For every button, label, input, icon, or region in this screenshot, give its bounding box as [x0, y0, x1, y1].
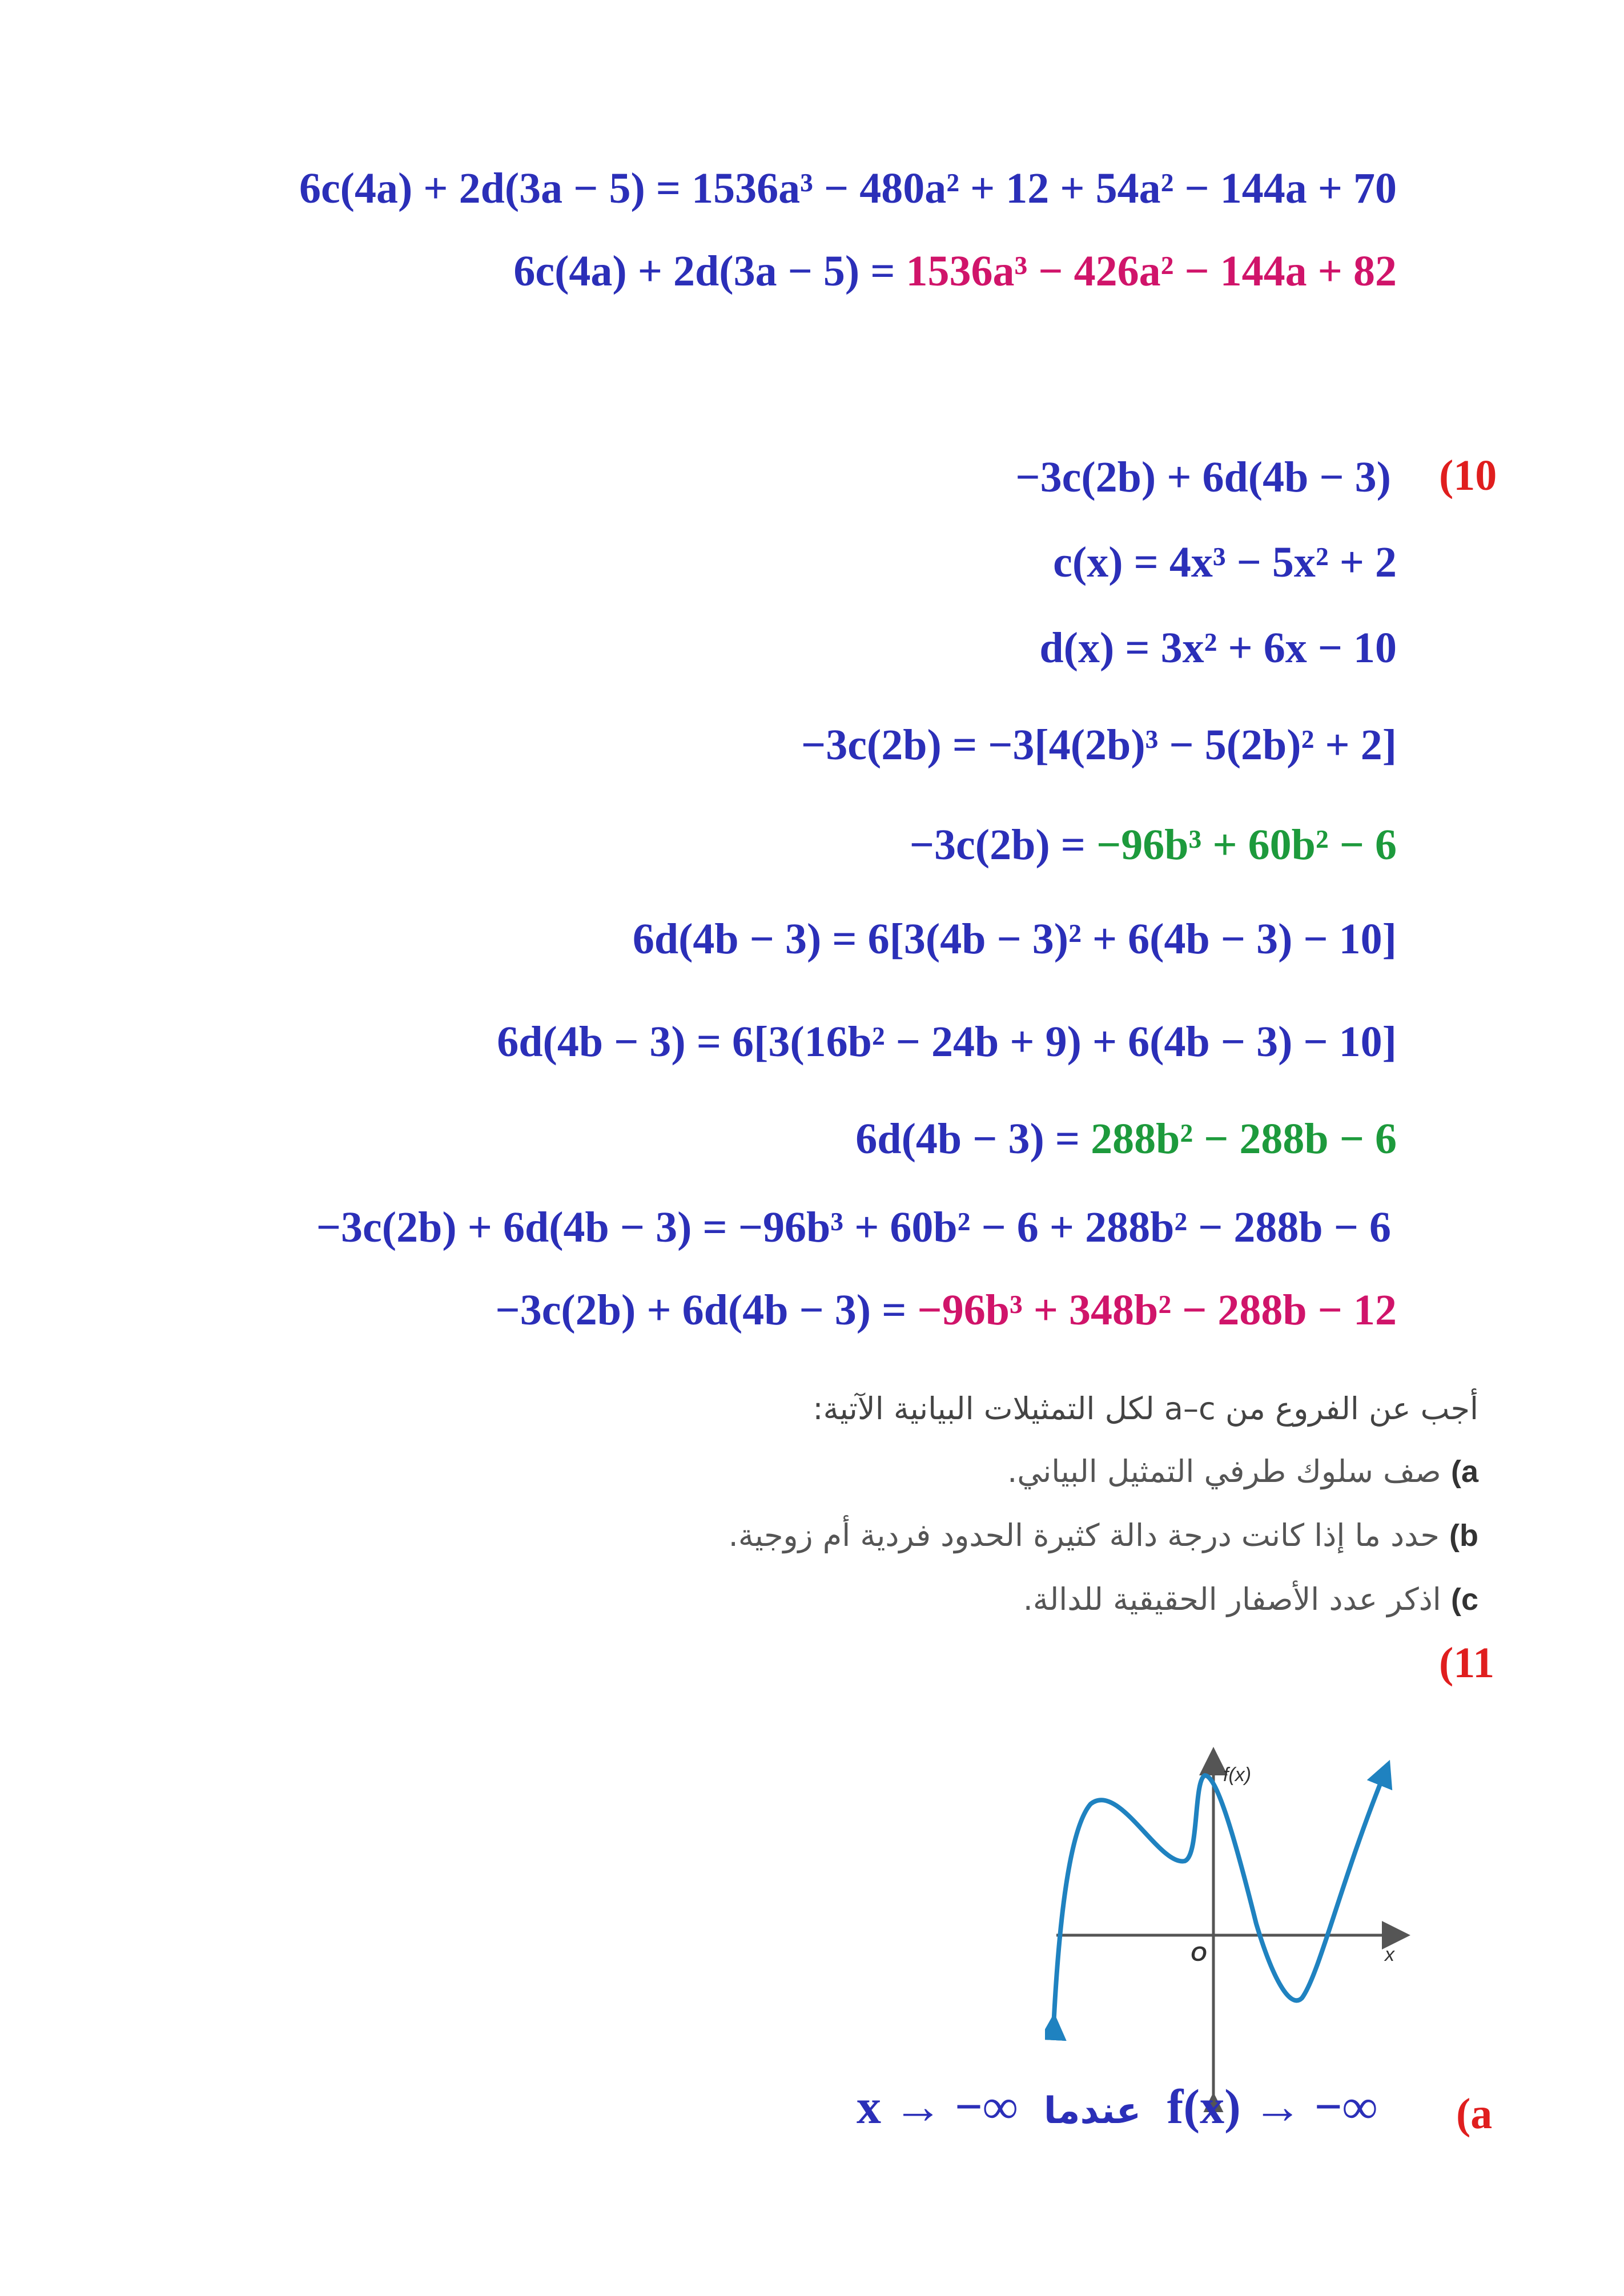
q10-step-2 [910, 816, 1397, 873]
prev-line-2-result: 1536a³ − 426a² − 144a + 82 [906, 247, 1397, 295]
prev-line-1: 6c(4a) + 2d(3a − 5) = 1536a³ − 480a² + 12 + 54a² − 144a + 70 [299, 164, 1397, 212]
instruction-item-c [1023, 1577, 1478, 1622]
q10-step-7-lhs: −3c(2b) + 6d(4b − 3) = [495, 1286, 918, 1334]
question-10-number: (10 [1439, 452, 1497, 500]
q10-step-3: 6d(4b − 3) = 6[3(4b − 3)² + 6(4b − 3) − 10] [632, 915, 1397, 963]
answer-a-word: عندما [1043, 2090, 1141, 2132]
prev-line-2-lhs: 6c(4a) + 2d(3a − 5) = [513, 247, 906, 295]
q10-step-5 [855, 1110, 1397, 1167]
answer-a-letter: (a [1456, 2090, 1493, 2138]
prev-line-2 [513, 243, 1397, 300]
q10-step-1: −3c(2b) = −3[4(2b)³ − 5(2b)² + 2] [801, 721, 1397, 769]
polynomial-graph [1045, 1741, 1410, 2112]
q11-answer-a [857, 2078, 1377, 2140]
instruction-text-c: اذكر عدد الأصفار الحقيقية للدالة. [1023, 1581, 1441, 1617]
q10-step-6: −3c(2b) + 6d(4b − 3) = −96b³ + 60b² − 6 + 288b² − 288b − 6 [316, 1203, 1391, 1251]
q10-step-2-lhs: −3c(2b) = [909, 821, 1096, 869]
instruction-text-a: صف سلوك طرفي التمثيل البياني. [1007, 1453, 1441, 1489]
q10-step-2-result: −96b³ + 60b² − 6 [1096, 821, 1397, 869]
instruction-item-a [1007, 1449, 1478, 1495]
q10-step-4: 6d(4b − 3) = 6[3(16b² − 24b + 9) + 6(4b − 3) − 10] [497, 1018, 1397, 1066]
q10-step-5-result: 288b² − 288b − 6 [1091, 1115, 1397, 1163]
instructions-intro: أجب عن الفروع من a–c لكل التمثيلات البيانية الآتية: [813, 1391, 1478, 1427]
question-11-number: (11 [1439, 1639, 1495, 1687]
q10-expression: −3c(2b) + 6d(4b − 3) [1015, 453, 1391, 501]
graph-y-label: f(x) [1223, 1764, 1252, 1786]
instruction-text-b: حدد ما إذا كانت درجة دالة كثيرة الحدود فردية أم زوجية. [728, 1517, 1440, 1553]
q10-c-definition: c(x) = 4x³ − 5x² + 2 [1053, 538, 1397, 586]
graph-x-label: x [1385, 1944, 1394, 1965]
q10-step-5-lhs: 6d(4b − 3) = [855, 1115, 1091, 1163]
answer-a-lhs: f(x) → −∞ [1167, 2079, 1378, 2134]
instruction-letter-c: c) [1450, 1582, 1478, 1617]
q10-step-7 [495, 1282, 1397, 1339]
instruction-letter-b: b) [1449, 1518, 1478, 1553]
function-curve [1054, 1773, 1385, 2027]
instruction-item-b [729, 1513, 1478, 1558]
answer-a-rhs: x → −∞ [857, 2079, 1018, 2134]
q10-step-7-result: −96b³ + 348b² − 288b − 12 [917, 1286, 1397, 1334]
q10-d-definition: d(x) = 3x² + 6x − 10 [1039, 624, 1397, 672]
instruction-letter-a: a) [1450, 1455, 1478, 1489]
graph-origin-label: O [1191, 1942, 1207, 1965]
